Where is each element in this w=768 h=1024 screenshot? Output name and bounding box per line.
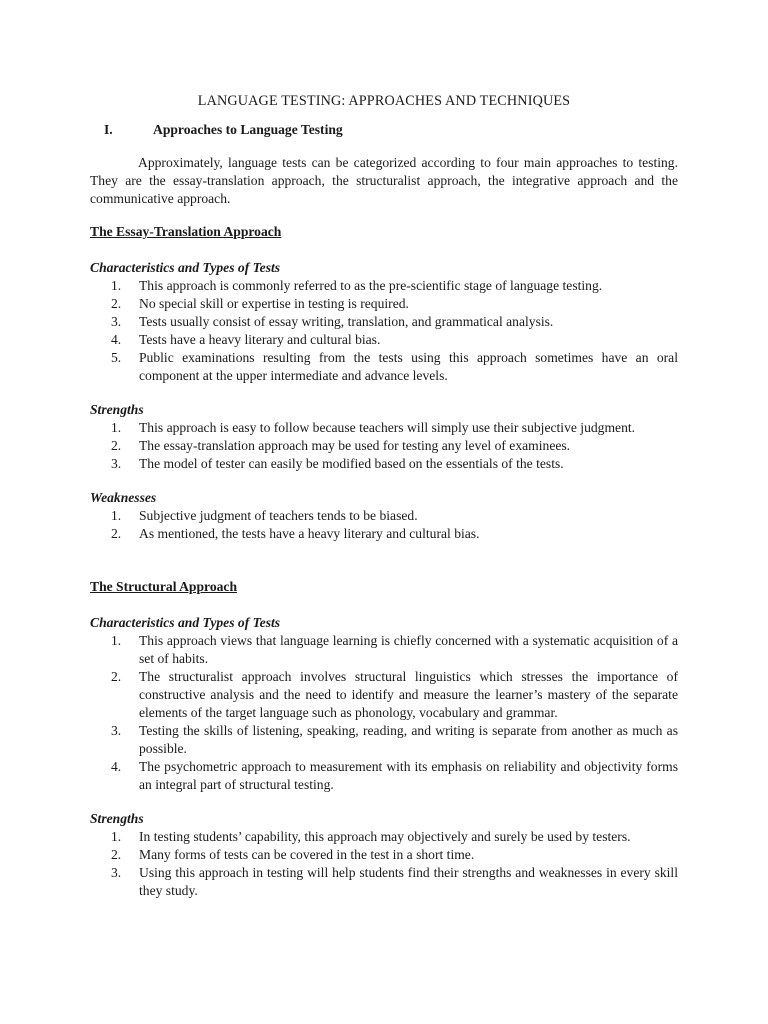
list-item-text: The psychometric approach to measurement with its emphasis on reliability and objectivity forms an integral part of structural testing. <box>139 759 678 792</box>
list-item-text: This approach is commonly referred to as the pre-scientific stage of language testing. <box>139 278 603 293</box>
list-marker: 2. <box>111 669 122 684</box>
structural-heading: The Structural Approach <box>90 579 238 594</box>
structural-strengths-heading: Strengths <box>90 811 144 826</box>
essay-translation-heading: The Essay-Translation Approach <box>90 224 282 239</box>
list-marker: 3. <box>111 723 122 738</box>
list-marker: 2. <box>111 526 122 541</box>
list-item <box>90 331 678 349</box>
document-title: LANGUAGE TESTING: APPROACHES AND TECHNIQUES <box>197 93 571 109</box>
essay-strengths-list <box>90 419 678 473</box>
list-item <box>90 668 678 722</box>
list-marker: 1. <box>111 420 122 435</box>
list-item-text: The structuralist approach involves structural linguistics which stresses the importance of constructive analysis and the need to identify and measure the learner’s mastery of the separate elements of the target language such as phonology, vocabulary and grammar. <box>139 669 678 720</box>
list-marker: 4. <box>111 759 122 774</box>
list-item-text: This approach views that language learning is chiefly concerned with a systematic acquisition of a set of habits. <box>139 633 678 666</box>
list-marker: 2. <box>111 438 122 453</box>
list-item <box>90 758 678 794</box>
list-item-text: Public examinations resulting from the tests using this approach sometimes have an oral component at the upper intermediate and advance levels. <box>139 350 678 383</box>
list-marker: 2. <box>111 847 122 862</box>
list-marker: 3. <box>111 456 122 471</box>
essay-weaknesses-list <box>90 507 678 543</box>
list-item <box>90 525 678 543</box>
list-item-text: In testing students’ capability, this approach may objectively and surely be used by testers. <box>139 829 631 844</box>
list-marker: 1. <box>111 508 122 523</box>
list-item <box>90 277 678 295</box>
structural-strengths-list <box>90 828 678 900</box>
list-item-text: The model of tester can easily be modified based on the essentials of the tests. <box>139 456 564 471</box>
list-item <box>90 313 678 331</box>
list-marker: 3. <box>111 314 122 329</box>
list-item <box>90 828 678 846</box>
list-item-text: Using this approach in testing will help students find their strengths and weaknesses in every skill they study. <box>139 865 678 898</box>
list-marker: 1. <box>111 829 122 844</box>
list-marker: 3. <box>111 865 122 880</box>
list-item-text: No special skill or expertise in testing is required. <box>139 296 409 311</box>
list-item <box>90 295 678 313</box>
essay-weaknesses-heading: Weaknesses <box>90 490 157 505</box>
section-heading <box>90 121 678 139</box>
document-page <box>90 92 678 900</box>
list-item-text: The essay-translation approach may be used for testing any level of examinees. <box>139 438 571 453</box>
list-item-text: Subjective judgment of teachers tends to be biased. <box>139 508 418 523</box>
section-title: Approaches to Language Testing <box>153 122 343 137</box>
list-marker: 1. <box>111 633 122 648</box>
list-item-text: Many forms of tests can be covered in the test in a short time. <box>139 847 475 862</box>
list-item <box>90 349 678 385</box>
essay-strengths-heading: Strengths <box>90 402 144 417</box>
section-number: I. <box>104 122 113 137</box>
structural-characteristics-list <box>90 632 678 794</box>
essay-characteristics-list <box>90 277 678 385</box>
list-item <box>90 632 678 668</box>
list-item <box>90 419 678 437</box>
list-item <box>90 846 678 864</box>
list-marker: 4. <box>111 332 122 347</box>
list-marker: 1. <box>111 278 122 293</box>
list-marker: 2. <box>111 296 122 311</box>
list-marker: 5. <box>111 350 122 365</box>
list-item-text: Tests usually consist of essay writing, translation, and grammatical analysis. <box>139 314 554 329</box>
list-item <box>90 722 678 758</box>
list-item-text: Testing the skills of listening, speaking, reading, and writing is separate from another as much as possible. <box>139 723 678 756</box>
list-item <box>90 864 678 900</box>
essay-characteristics-heading: Characteristics and Types of Tests <box>90 260 281 275</box>
structural-characteristics-heading: Characteristics and Types of Tests <box>90 615 281 630</box>
list-item <box>90 437 678 455</box>
list-item-text: Tests have a heavy literary and cultural bias. <box>139 332 381 347</box>
list-item <box>90 507 678 525</box>
intro-paragraph: Approximately, language tests can be categorized according to four main approaches to testing. They are the essay-translation approach, the structuralist approach, the integrative approach and the communicative approach. <box>90 155 678 206</box>
list-item <box>90 455 678 473</box>
list-item-text: This approach is easy to follow because teachers will simply use their subjective judgment. <box>139 420 636 435</box>
list-item-text: As mentioned, the tests have a heavy literary and cultural bias. <box>139 526 480 541</box>
